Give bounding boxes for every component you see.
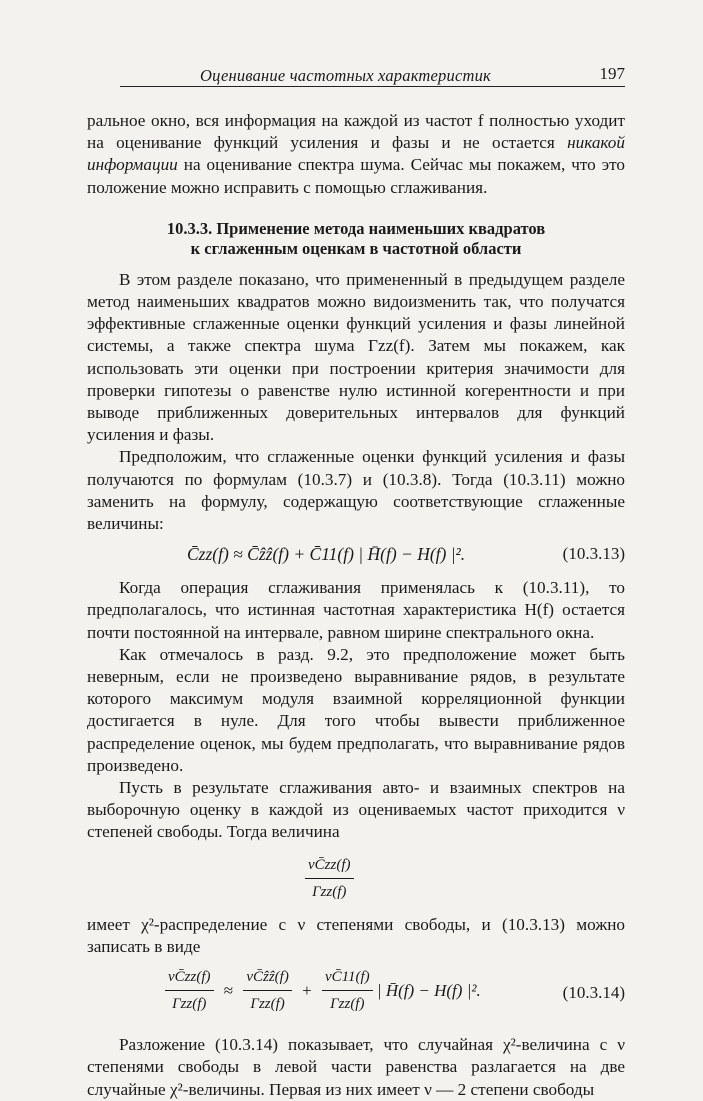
eq14-term2-denominator: Γzz(f) <box>322 990 373 1015</box>
eq14-term1-fraction <box>243 966 292 1015</box>
intro-text-italic: никакой информации <box>87 133 625 175</box>
section-title-line-2: к сглаженным оценкам в частотной области <box>190 238 522 258</box>
ratio-denominator: Γzz(f) <box>305 878 354 903</box>
equation-10-3-14-body <box>165 966 481 1015</box>
page-number: 197 <box>599 64 625 83</box>
eq14-term1-denominator: Γzz(f) <box>243 990 292 1015</box>
paragraph-2: Предположим, что сглаженные оценки функций усиления и фазы получаются по формулам (10.3.7) и (10.3.8). Тогда (10.3.11) можно заменить на формулу, содержащую соответствующие сглаженные величины: <box>87 447 625 534</box>
section-heading <box>87 219 625 259</box>
paragraph-1: В этом разделе показано, что примененный в предыдущем разделе метод наименьших квадратов можно видоизменить так, что получатся эффективные сглаженные оценки функций усиления и фазы линейной системы, а также спектра шума Γzz(f). Затем мы покажем, как использовать эти оценки при построении критерия значимости для проверки гипотезы о равенстве нулю истинной когерентности и при выводе приближенных доверительных интервалов для функций усиления и фазы. <box>87 269 625 445</box>
eq14-term2-numerator: νC̄11(f) <box>324 969 370 986</box>
equation-10-3-14-number: (10.3.14) <box>562 983 625 1003</box>
page-header <box>120 62 625 86</box>
header-rule <box>120 86 625 87</box>
eq14-lhs-numerator: νC̄zz(f) <box>168 969 211 986</box>
equation-10-3-14 <box>87 962 625 1024</box>
paragraph-3: Когда операция сглаживания применялась к (10.3.11), то предполагалось, что истинная частотная характеристика H(f) остается почти постоянной на интервале, равном ширине спектрального окна. <box>87 578 625 642</box>
approx-sign: ≈ <box>223 980 234 1000</box>
equation-10-3-13-number: (10.3.13) <box>562 544 625 564</box>
paragraph-7: Разложение (10.3.14) показывает, что случайная χ²-величина с ν степенями свободы в левой части равенства разлагается на две случайные χ²-величины. Первая из них имеет ν — 2 степени свободы <box>87 1035 625 1099</box>
running-title: Оценивание частотных характеристик <box>200 66 491 85</box>
intro-paragraph <box>87 110 625 199</box>
ratio-fraction <box>305 854 354 903</box>
paragraph-4: Как отмечалось в разд. 9.2, это предположение может быть неверным, если не произведено выравнивание рядов, в результате которого максимум модуля взаимной корреляционной функции достигается в нуле. Для того чтобы вывести приближенное распределение оценок, мы будем предполагать, что выравнивание рядов произведено. <box>87 644 625 775</box>
eq14-lhs-denominator: Γzz(f) <box>165 990 214 1015</box>
section-title-line-1: 10.3.3. Применение метода наименьших квадратов <box>166 218 546 238</box>
eq14-tail: | H̄(f) − H(f) |². <box>376 980 481 1000</box>
eq14-term2-fraction <box>322 966 373 1015</box>
plus-sign: + <box>302 980 312 1000</box>
page-body <box>87 110 625 1101</box>
paragraph-6: имеет χ²-распределение с ν степенями свободы, и (10.3.13) можно записать в виде <box>87 914 625 956</box>
ratio-numerator: νC̄zz(f) <box>308 856 351 873</box>
paragraph-5: Пусть в результате сглаживания авто- и взаимных спектров на выборочную оценку в каждой из оцениваемых частот приходится ν степеней свободы. Тогда величина <box>87 778 625 842</box>
equation-10-3-13-body: C̄zz(f) ≈ C̄ẑẑ(f) + C̄11(f) | H̄(f) − H(f) |². <box>187 544 466 565</box>
eq14-term1-numerator: νC̄ẑẑ(f) <box>246 969 289 986</box>
intro-text-start: ральное окно, вся информация на каждой из частот f полностью уходит на оценивание функций усиления и фазы и не остается <box>87 111 625 153</box>
chi-square-ratio <box>87 850 625 908</box>
intro-text-end: на оценивание спектра шума. Сейчас мы покажем, что это положение можно исправить с помощью сглаживания. <box>87 155 625 197</box>
equation-10-3-13 <box>87 537 625 573</box>
eq14-lhs-fraction <box>165 966 214 1015</box>
